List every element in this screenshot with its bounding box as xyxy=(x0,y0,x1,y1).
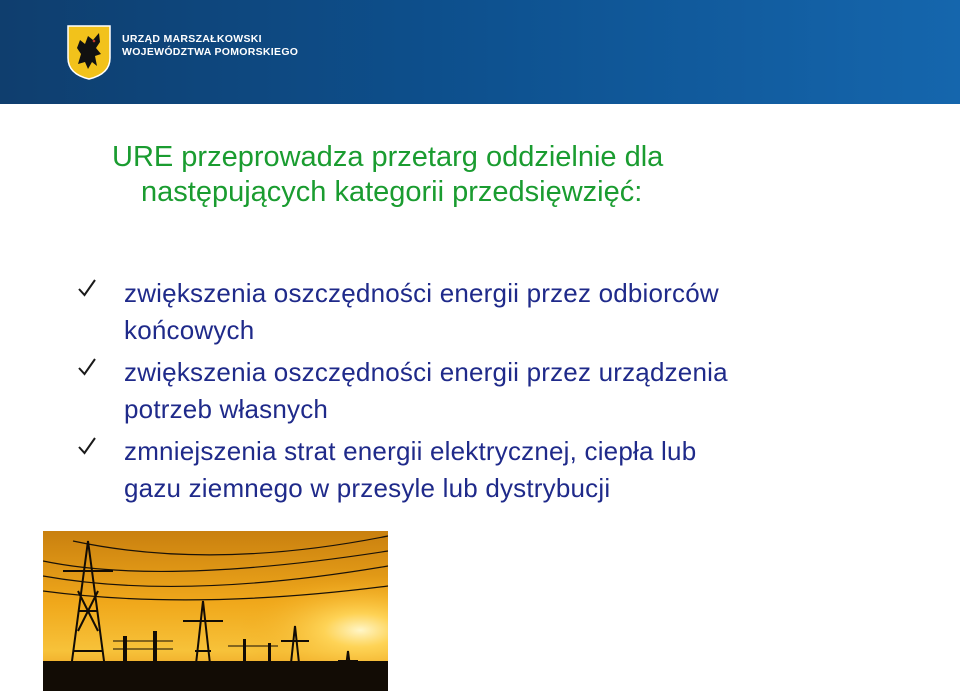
organization-name-line1: URZĄD MARSZAŁKOWSKI xyxy=(122,33,262,45)
list-item-line2: gazu ziemnego w przesyle lub dystrybucji xyxy=(124,473,611,503)
list-item-line1: zwiększenia oszczędności energii przez urządzenia xyxy=(124,357,728,387)
organization-name-line2: WOJEWÓDZTWA POMORSKIEGO xyxy=(122,46,299,58)
checkmark-icon xyxy=(76,277,98,299)
list-item xyxy=(76,354,926,428)
list-item xyxy=(76,275,926,349)
list-item-line2: potrzeb własnych xyxy=(124,394,329,424)
checkmark-icon xyxy=(76,435,98,457)
list-item-text xyxy=(124,354,926,428)
category-list xyxy=(76,275,926,512)
power-lines-sunset-image xyxy=(43,531,388,691)
list-item-text xyxy=(124,433,926,507)
griffin-crest-icon xyxy=(66,24,112,80)
header-bar xyxy=(0,0,960,104)
list-item-line1: zwiększenia oszczędności energii przez odbiorców xyxy=(124,278,719,308)
list-item-line1: zmniejszenia strat energii elektrycznej, ciepła lub xyxy=(124,436,697,466)
slide-title-line2: następujących kategorii przedsięwzięć: xyxy=(141,176,643,208)
list-item-text xyxy=(124,275,926,349)
list-item-line2: końcowych xyxy=(124,315,255,345)
slide-title xyxy=(112,140,892,210)
checkmark-icon xyxy=(76,356,98,378)
slide-title-line1: URE przeprowadza przetarg oddzielnie dla xyxy=(112,141,664,173)
list-item xyxy=(76,433,926,507)
organization-name xyxy=(122,33,298,59)
